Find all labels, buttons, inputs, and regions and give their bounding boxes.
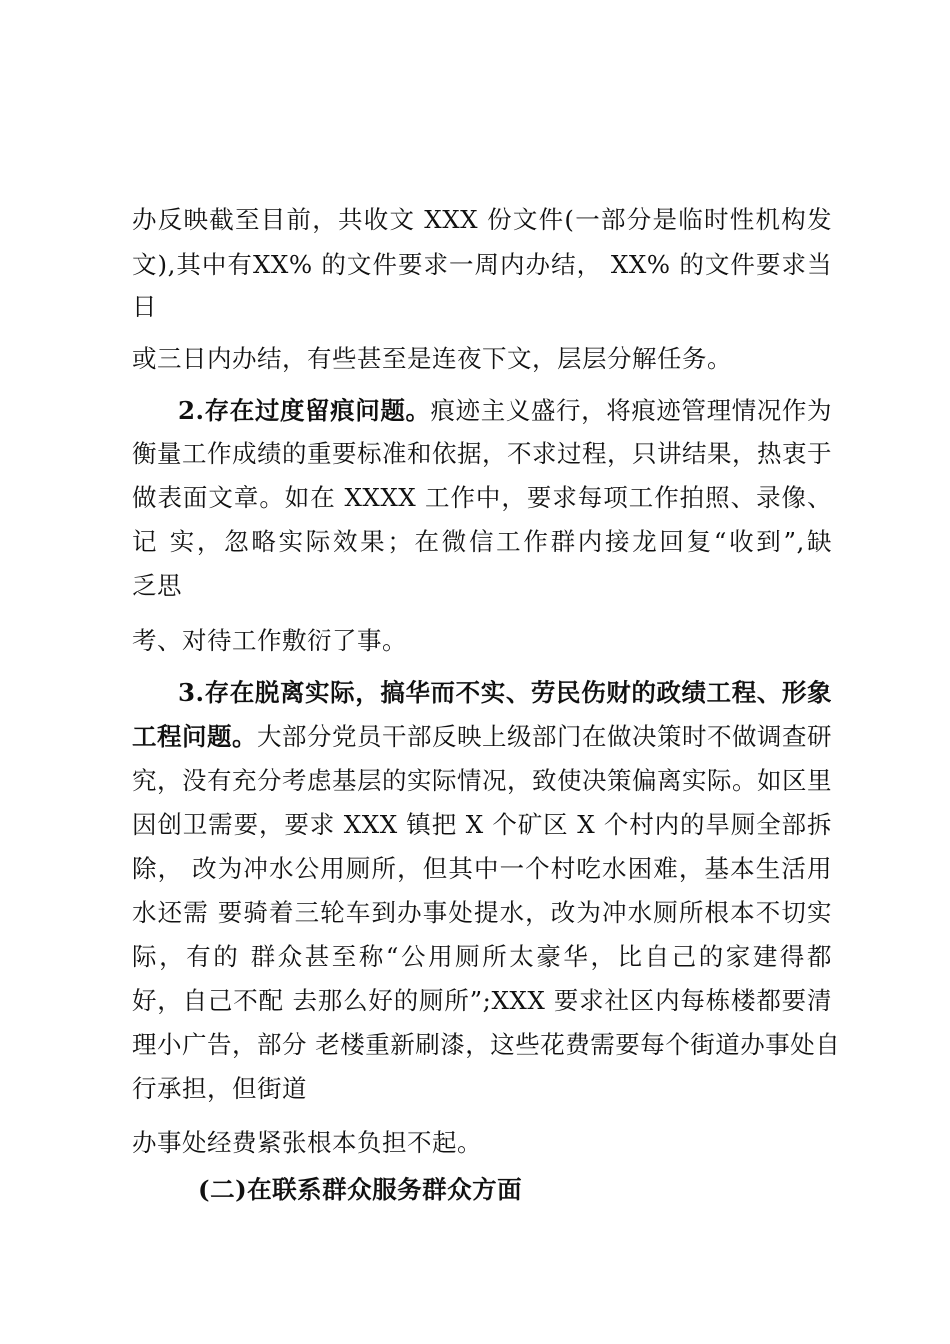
para3-line5: 除， 改为冲水公用厕所，但其中一个村吃水困难，基本生活用: [132, 854, 832, 883]
para3-line10: 行承担，但街道: [132, 1074, 307, 1103]
para2-line3: 做表面文章。如在 XXXX 工作中，要求每项工作拍照、录像、: [132, 483, 832, 512]
para1-line1: 办反映截至目前，共收文 XXX 份文件(一部分是临时性机构发: [132, 205, 832, 234]
para3-heading-line: 3.存在脱离实际，搞华而不实、劳民伤财的政绩工程、形象: [178, 678, 832, 707]
para3-line4: 因创卫需要，要求 XXX 镇把 X 个矿区 X 个村内的旱厕全部拆: [132, 810, 832, 839]
para2-line4: 记 实，忽略实际效果；在微信工作群内接龙回复“收到”,缺: [132, 527, 832, 556]
para3-line7: 际，有的 群众甚至称“公用厕所太豪华，比自己的家建得都: [132, 942, 832, 971]
para2-line6: 考、对待工作敷衍了事。: [132, 626, 407, 655]
para3-heading-end: 工程问题。: [132, 722, 257, 751]
para3-line9: 理小广告，部分 老楼重新刷漆，这些花费需要每个街道办事处自: [132, 1030, 841, 1059]
para2-line1: [178, 396, 832, 426]
para3-line3: 究，没有充分考虑基层的实际情况，致使决策偏离实际。如区里: [132, 766, 832, 795]
para1-line4: 或三日内办结，有些甚至是连夜下文，层层分解任务。: [132, 344, 732, 373]
para1-line3: 日: [132, 292, 157, 321]
para2-line1-text: 痕迹主义盛行，将痕迹管理情况作为: [430, 396, 832, 425]
para3-line8: 好，自己不配 去那么好的厕所”;XXX 要求社区内每栋楼都要清: [132, 986, 832, 1015]
section-heading: (二)在联系群众服务群众方面: [198, 1175, 523, 1204]
para2-heading: 2.存在过度留痕问题。: [178, 396, 431, 425]
para1-line2: 文),其中有XX% 的文件要求一周内办结， XX% 的文件要求当: [132, 250, 832, 279]
para3-line2: [132, 722, 832, 752]
para3-line2-text: 大部分党员干部反映上级部门在做决策时不做调查研: [257, 722, 832, 751]
para3-line6: 水还需 要骑着三轮车到办事处提水，改为冲水厕所根本不切实: [132, 898, 832, 927]
para3-line11: 办事处经费紧张根本负担不起。: [132, 1128, 482, 1157]
para2-line2: 衡量工作成绩的重要标准和依据，不求过程，只讲结果，热衷于: [132, 439, 832, 468]
para2-line5: 乏思: [132, 571, 182, 600]
